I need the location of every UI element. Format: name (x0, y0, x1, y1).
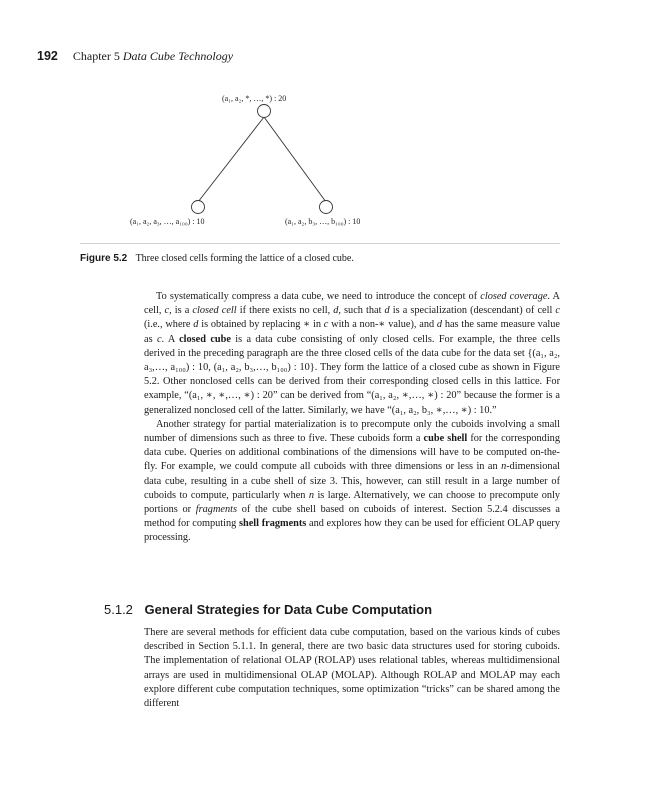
section-heading (104, 602, 432, 617)
top-cell-node (258, 105, 271, 118)
paragraph-cube-shell: Another strategy for partial materialization is to precompute only the cuboids involving a small number of dimensions such as three to five. These cuboids form a cube shell for the corresponding data cube. Queries on additional combinations of the dimensions will have to be computed on-the-fly. For example, we could compute all cuboids with three dimensions or less in an n-dimensional data cube, resulting in a cube shell of size 3. This, however, can still result in a large number of cuboids to compute, particularly when n is large. Alternatively, we can choose to precompute only portions or fragments of the cube shell based on cuboids of interest. Section 5.2.4 discusses a method for computing shell fragments and explores how they can be used for efficient OLAP query processing. (144, 418, 560, 544)
body-text-lower (144, 626, 560, 711)
right-cell-node (320, 201, 333, 214)
top-cell-label: (a₁, a₂, *, …, *) : 20 (222, 94, 287, 103)
section-number: 5.1.2 (104, 602, 133, 617)
left-cell-node (192, 201, 205, 214)
figure-caption (80, 253, 354, 264)
figure-divider (80, 243, 560, 244)
closed-cube-lattice-figure (0, 0, 648, 240)
chapter-label: Chapter 5 (72, 49, 120, 63)
figure-caption-text: Three closed cells forming the lattice of a closed cube. (135, 253, 354, 264)
paragraph-closed-coverage: To systematically compress a data cube, we need to introduce the concept of closed coverage. A cell, c, is a closed cell if there exists no cell, d, such that d is a specialization (descendant) of cell c (i.e., where d is obtained by replacing ∗ in c with a non-∗ value), and d has the same measure value as c. A closed cube is a data cube consisting of only closed cells. For example, the three cells derived in the preceding paragraph are the three closed cells of the data cube for the data set {(a₁, a₂, a₃,…, a₁₀₀) : 10, (a₁, a₂, b₃,…, b₁₀₀) : 10}. They form the lattice of a closed cube as shown in Figure 5.2. Other nonclosed cells can be derived from their corresponding closed cells in this lattice. For example, “(a₁, ∗, ∗,…, ∗) : 20” can be derived from “(a₁, a₂, ∗,…, ∗) : 20” because the former is a generalized nonclosed cell of the latter. Similarly, we have “(a₁, a₂, b₃, ∗,…, ∗) : 10.” (144, 291, 560, 416)
section-title: General Strategies for Data Cube Computation (144, 602, 433, 617)
edge-top-right (264, 117, 326, 202)
paragraph-strategies: There are several methods for efficient data cube computation, based on the various kinds of cubes described in Section 5.1.1. In general, there are two basic data structures used for storing cuboids. The implementation of relational OLAP (ROLAP) uses relational tables, whereas multidimensional arrays are used in multidimensional OLAP (MOLAP). Although ROLAP and MOLAP may each explore different cube computation techniques, some optimization “tricks” can be shared among the different (144, 627, 560, 710)
page-number: 192 (37, 49, 58, 63)
body-text-upper (144, 290, 560, 546)
chapter-title: Data Cube Technology (122, 49, 234, 63)
edge-top-left (198, 117, 264, 202)
left-cell-label: (a₁, a₂, a₃, …, a₁₀₀) : 10 (130, 217, 205, 226)
figure-number: Figure 5.2 (80, 253, 128, 264)
right-cell-label: (a₁, a₂, b₃, …, b₁₀₀) : 10 (285, 217, 361, 226)
